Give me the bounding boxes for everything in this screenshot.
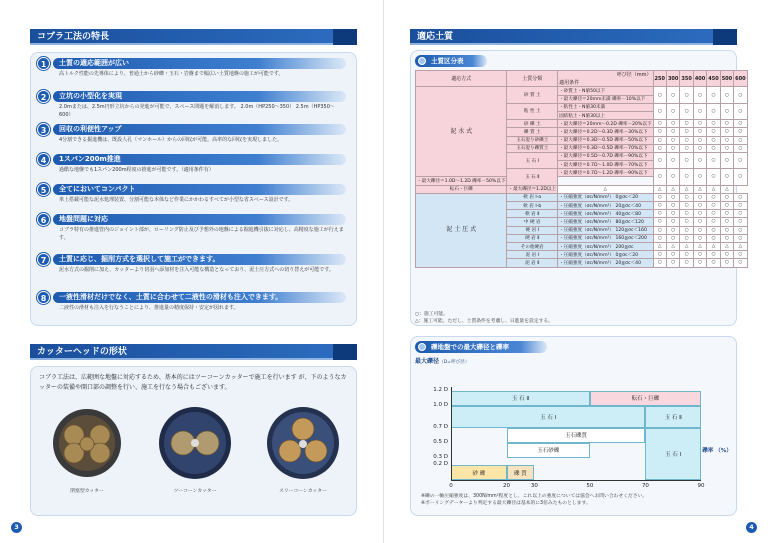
soil-class: 硬 岩 Ⅰ xyxy=(507,226,558,234)
suitability-mark: ○ xyxy=(666,251,679,259)
soil-note-1: ○：施工可能。 xyxy=(415,312,448,317)
soil-condition: ・最大礫径＝1.0D〜1.2D 礫率－50%以下 xyxy=(416,177,507,185)
suitability-mark: ○ xyxy=(653,136,666,144)
soil-table xyxy=(415,70,748,268)
suitability-mark: ○ xyxy=(693,193,706,201)
suitability-mark: ○ xyxy=(734,259,747,267)
suitability-mark: ○ xyxy=(734,210,747,218)
th-diameter: 400 xyxy=(693,71,706,87)
suitability-mark: ○ xyxy=(666,193,679,201)
soil-class: 転石・巨礫 xyxy=(416,185,507,193)
soil-condition: ・最大礫径＝20mm未満 礫率－10%以下 xyxy=(558,95,653,103)
feature-text: 過酷な地盤でも1スパン200m程度の推進が可能です。（適用条件有） xyxy=(59,167,214,173)
soil-class: 砂 質 土 xyxy=(507,87,558,103)
chart-region: 玉 石 Ⅱ xyxy=(451,391,590,406)
suitability-mark: ○ xyxy=(653,202,666,210)
feature-number: 3 xyxy=(37,123,50,136)
suitability-mark: ○ xyxy=(666,144,679,152)
th-method: 適応方式 xyxy=(416,71,507,87)
header-accent xyxy=(333,344,357,360)
suitability-mark: ○ xyxy=(666,136,679,144)
suitability-mark: ○ xyxy=(734,120,747,128)
feature-title: 1スパン200m推進 xyxy=(53,154,346,165)
feature-number: 1 xyxy=(37,57,50,70)
chart-title-text: 礫地盤での最大礫径と礫率 xyxy=(431,343,509,351)
suitability-mark: ○ xyxy=(653,193,666,201)
soil-condition: ・圧縮強度（σc/N/mm²） 0≦σc＜20 xyxy=(558,193,653,201)
th-class: 土質分類 xyxy=(507,71,558,87)
th-diameter: 500 xyxy=(720,71,733,87)
th-diameter: 350 xyxy=(680,71,693,87)
feature-item xyxy=(37,153,350,183)
suitability-mark: ○ xyxy=(680,103,693,119)
chart-panel xyxy=(410,336,737,516)
soil-table-title-text: 土質区分表 xyxy=(431,57,464,65)
soil-class: 泥 岩 Ⅰ xyxy=(507,251,558,259)
suitability-mark: ○ xyxy=(666,210,679,218)
suitability-mark: ○ xyxy=(734,128,747,136)
suitability-mark: ○ xyxy=(693,218,706,226)
suitability-mark: ○ xyxy=(707,120,720,128)
suitability-mark: ○ xyxy=(707,136,720,144)
feature-text: 二液性の滑材も注入を行なうことにより、推進量の精度保持・安定が図れます。 xyxy=(59,305,239,311)
suitability-mark: ○ xyxy=(680,152,693,168)
bullet-icon xyxy=(418,57,426,65)
soil-condition: ・最大礫径＝0.2D〜0.3D 礫率－30%以下 xyxy=(558,128,653,136)
suitability-mark: ○ xyxy=(707,144,720,152)
chart-notes xyxy=(421,493,647,507)
soil-condition: ・圧縮強度（σc/N/mm²） 20≦σc＜40 xyxy=(558,259,653,267)
soil-class: 玉石混り砂礫土 xyxy=(507,136,558,144)
suitability-mark: ○ xyxy=(693,103,706,119)
feature-text: 4分割できる掘進機は、既設人孔（マンホール）からの回収が可能。高率的な回収を実現しました。 xyxy=(59,137,283,143)
right-page xyxy=(384,0,768,543)
soil-class: 粘 性 土 xyxy=(507,103,558,119)
chart-xlabel: 礫率 （%） xyxy=(702,448,732,454)
suitability-mark: ○ xyxy=(693,251,706,259)
chart-region: 玉 石 Ⅰ xyxy=(451,406,645,428)
soil-condition: ・圧縮強度（σc/N/mm²） 200≦σc xyxy=(558,242,653,250)
chart-y-tick: 1.2 D xyxy=(433,386,448,393)
soil-condition: ・最大礫径＝0.3D〜0.5D 礫率－70%以下 xyxy=(558,144,653,152)
group-mud: 泥 水 式 xyxy=(416,87,507,177)
suitability-mark: ○ xyxy=(680,210,693,218)
suitability-mark: ○ xyxy=(680,169,693,185)
two-cone-cutter-photo xyxy=(149,401,241,483)
suitability-mark: ○ xyxy=(720,87,733,103)
suitability-mark: △ xyxy=(720,185,733,193)
feature-item xyxy=(37,291,350,321)
chart-y-axis xyxy=(451,387,452,480)
features-panel xyxy=(30,52,357,326)
th-dia: 呼び径（mm） xyxy=(558,71,653,79)
soil-class: 玉 石 Ⅱ xyxy=(507,169,558,185)
suitability-mark: ○ xyxy=(720,259,733,267)
chart-ylabel-note: （D=呼び径） xyxy=(439,360,470,365)
feature-title: 立坑の小型化を実現 xyxy=(53,91,346,102)
suitability-mark: ○ xyxy=(707,202,720,210)
chart-y-tick: 0.5 D xyxy=(433,438,448,445)
soil-notes xyxy=(415,311,553,325)
feature-number: 7 xyxy=(37,253,50,266)
suitability-mark: △ xyxy=(720,242,733,250)
th-cond: 適用条件 xyxy=(558,79,653,87)
suitability-mark: ○ xyxy=(734,234,747,242)
soil-class: 玉石混り礫質土 xyxy=(507,144,558,152)
suitability-mark: ○ xyxy=(680,193,693,201)
suitability-mark: ○ xyxy=(720,144,733,152)
suitability-mark: ○ xyxy=(653,128,666,136)
suitability-mark: ○ xyxy=(693,128,706,136)
suitability-mark: ○ xyxy=(734,103,747,119)
feature-item xyxy=(37,183,350,213)
suitability-mark: ○ xyxy=(693,259,706,267)
suitability-mark: ○ xyxy=(653,226,666,234)
chart-x-tick: 30 xyxy=(530,483,538,489)
suitability-mark: △ xyxy=(666,185,679,193)
suitability-mark: ○ xyxy=(693,202,706,210)
feature-text: 車上搭載可能な泥水処理装置、分割可能な本体など作業にかかわるすべてが小型な省スペース設計です。 xyxy=(59,197,294,203)
suitability-mark: ○ xyxy=(707,226,720,234)
feature-item xyxy=(37,213,350,243)
soil-condition: ・圧縮強度（σc/N/mm²） 20≦σc＜40 xyxy=(558,202,653,210)
suitability-mark: ○ xyxy=(734,202,747,210)
suitability-mark: ○ xyxy=(680,87,693,103)
soil-condition: ・粘性土・N値30未満 xyxy=(558,103,653,111)
suitability-mark: ○ xyxy=(680,234,693,242)
suitability-mark: △ xyxy=(558,185,653,193)
suitability-mark: ○ xyxy=(707,87,720,103)
feature-text: 高トルク性能の先導体により、普通土から砂礫・玉石・岩盤まで幅広い土質地盤の施工が可能です。 xyxy=(59,71,284,77)
soil-class: 軟 岩 Ⅰ-b xyxy=(507,202,558,210)
cutter-section-header xyxy=(30,344,357,360)
suitability-mark: ○ xyxy=(653,218,666,226)
suitability-mark: ○ xyxy=(653,210,666,218)
cutter-panel xyxy=(30,366,357,516)
suitability-mark: ○ xyxy=(734,226,747,234)
soil-class: 軟 岩 Ⅰ-a xyxy=(507,193,558,201)
suitability-mark: ○ xyxy=(666,152,679,168)
soil-class: その他硬岩 xyxy=(507,242,558,250)
suitability-mark: △ xyxy=(680,185,693,193)
feature-text: 泥水方式の掘削に加え、カッターより切羽へ添加材を注入可能な構造となっており、泥土圧方式への切り替えが可能です。 xyxy=(59,267,334,273)
suitability-mark: ○ xyxy=(720,120,733,128)
suitability-mark: ○ xyxy=(734,251,747,259)
soil-condition: ・圧縮強度（σc/N/mm²） 80≦σc＜120 xyxy=(558,218,653,226)
chart-ylabel: 最大礫径 xyxy=(415,358,440,365)
suitability-mark: ○ xyxy=(653,144,666,152)
feature-title: 土質の適応範囲が広い xyxy=(53,58,346,69)
feature-title: 全てにおいてコンパクト xyxy=(53,184,346,195)
suitability-mark: ○ xyxy=(693,136,706,144)
suitability-mark: ○ xyxy=(680,259,693,267)
soil-condition: 固結粘土・N値30以上 xyxy=(558,111,653,119)
suitability-mark: ○ xyxy=(653,103,666,119)
suitability-mark: ○ xyxy=(680,144,693,152)
suitability-mark: ○ xyxy=(666,128,679,136)
suitability-mark: ○ xyxy=(666,234,679,242)
chart-y-tick: 1.0 D xyxy=(433,401,448,408)
chart-y-tick: 0.7 D xyxy=(433,423,448,430)
suitability-mark: ○ xyxy=(707,103,720,119)
soil-class: 中 硬 岩 xyxy=(507,218,558,226)
soil-note-2: △：施工可能。ただし、土質条件を考慮し、日進量を設定する。 xyxy=(415,319,554,324)
suitability-mark: ○ xyxy=(720,234,733,242)
two-cone-cutter-caption: ツーコーンカッター xyxy=(173,489,217,494)
suitability-mark: ○ xyxy=(734,169,747,185)
soil-condition: ・最大礫径＝1.2D以上 xyxy=(507,185,558,193)
suitability-mark: ○ xyxy=(720,169,733,185)
suitability-mark: ○ xyxy=(680,226,693,234)
header-accent xyxy=(333,29,357,45)
suitability-mark: ○ xyxy=(720,202,733,210)
soil-condition: ・圧縮強度（σc/N/mm²） 120≦σc＜160 xyxy=(558,226,653,234)
suitability-mark: ○ xyxy=(693,210,706,218)
suitability-mark: ○ xyxy=(693,152,706,168)
suitability-mark: △ xyxy=(680,242,693,250)
chart-y-tick: 0.3 D xyxy=(433,453,448,460)
suitability-mark: ○ xyxy=(720,128,733,136)
chart-x-tick: 70 xyxy=(641,483,649,489)
chart-note-1: ※礫の一軸圧縮強度は、300N/mm²程度とし、これ以上の強度については協会へお問い合わせください。 xyxy=(421,494,648,499)
feature-number: 2 xyxy=(37,90,50,103)
chart-note-2: ※ボーリングデーターより判定する最大礫径は基本的に3倍みたものとします。 xyxy=(421,501,591,506)
chart-region: 礫 質 xyxy=(507,465,535,480)
soil-class: 軟 岩 Ⅱ xyxy=(507,210,558,218)
page-number-left: 3 xyxy=(11,522,22,533)
suitability-mark: ○ xyxy=(680,120,693,128)
suitability-mark: ○ xyxy=(653,234,666,242)
suitability-mark: ○ xyxy=(653,87,666,103)
suitability-mark: △ xyxy=(653,242,666,250)
suitability-mark: ○ xyxy=(693,226,706,234)
suitability-mark: ○ xyxy=(734,87,747,103)
soil-section-header xyxy=(410,29,737,45)
suitability-mark: ○ xyxy=(734,152,747,168)
suitability-mark: ○ xyxy=(680,218,693,226)
suitability-mark: ○ xyxy=(693,120,706,128)
th-diameter: 600 xyxy=(734,71,747,87)
soil-class: 玉 石 Ⅰ xyxy=(507,152,558,168)
suitability-mark: ○ xyxy=(693,144,706,152)
feature-item xyxy=(37,253,350,283)
feature-number: 4 xyxy=(37,153,50,166)
feature-item xyxy=(37,57,350,87)
suitability-mark: ○ xyxy=(720,251,733,259)
suitability-mark: ○ xyxy=(720,136,733,144)
soil-class: 泥 岩 Ⅱ xyxy=(507,259,558,267)
feature-title: 回収の利便性アップ xyxy=(53,124,346,135)
suitability-mark: ○ xyxy=(680,128,693,136)
suitability-mark: ○ xyxy=(680,202,693,210)
chart-y-tick: 0.2 D xyxy=(433,461,448,468)
suitability-mark: ○ xyxy=(734,144,747,152)
feature-number: 6 xyxy=(37,213,50,226)
chart-region: 玉石礫質 xyxy=(507,428,646,443)
soil-class: 礫 質 土 xyxy=(507,128,558,136)
suitability-mark: ○ xyxy=(720,226,733,234)
suitability-mark: ○ xyxy=(707,169,720,185)
suitability-mark: ○ xyxy=(680,251,693,259)
suitability-mark: ○ xyxy=(653,169,666,185)
suitability-mark: ○ xyxy=(653,251,666,259)
suitability-mark: ○ xyxy=(666,202,679,210)
cutter-section-title: カッターヘッドの形状 xyxy=(37,347,127,357)
suitability-mark: ○ xyxy=(734,193,747,201)
three-cone-cutter-photo xyxy=(257,401,349,483)
suitability-mark: ○ xyxy=(666,120,679,128)
chart-region: 玉 石 Ⅱ xyxy=(645,406,701,428)
suitability-mark: ○ xyxy=(707,259,720,267)
chart-x-tick: 50 xyxy=(586,483,594,489)
suitability-mark: ○ xyxy=(734,136,747,144)
soil-condition: ・圧縮強度（σc/N/mm²） 160≦σc＜200 xyxy=(558,234,653,242)
suitability-mark: △ xyxy=(693,242,706,250)
feature-text: コブラ特有の推進管内のジョイント部が、ローリング防止及び予想外の地盤による掘進機引抜に対応し、高精度な施工が行えます。 xyxy=(59,227,344,241)
chart-region: 玉石砂礫 xyxy=(507,443,590,458)
suitability-mark: ○ xyxy=(720,218,733,226)
chart-x-tick: 0 xyxy=(449,483,453,489)
closed-cutter-caption: 閉塞型カッター xyxy=(70,489,104,494)
suitability-mark: ○ xyxy=(707,251,720,259)
soil-condition: ・砂質土・N値50以下 xyxy=(558,87,653,95)
suitability-mark: ○ xyxy=(666,226,679,234)
soil-panel xyxy=(410,50,746,326)
chart-region: 砂 礫 xyxy=(451,465,507,480)
suitability-mark: △ xyxy=(666,242,679,250)
suitability-mark: ○ xyxy=(707,210,720,218)
suitability-mark: ○ xyxy=(707,128,720,136)
soil-condition: ・最大礫径＝20mm〜0.2D 礫率－20%以下 xyxy=(558,120,653,128)
suitability-mark: ○ xyxy=(707,218,720,226)
suitability-mark: ○ xyxy=(666,218,679,226)
suitability-mark: ○ xyxy=(707,152,720,168)
feature-title: 地盤問題に対応 xyxy=(53,214,346,225)
chart-area xyxy=(411,337,738,517)
suitability-mark: ○ xyxy=(720,193,733,201)
suitability-mark: ○ xyxy=(666,87,679,103)
soil-class: 硬 岩 Ⅱ xyxy=(507,234,558,242)
suitability-mark: △ xyxy=(693,185,706,193)
soil-condition: ・最大礫径＝0.5D〜0.7D 礫率－90%以下 xyxy=(558,152,653,160)
suitability-mark: ○ xyxy=(693,169,706,185)
suitability-mark: ○ xyxy=(693,234,706,242)
th-diameter: 300 xyxy=(666,71,679,87)
feature-text: 2.0mまたは、2.5m円形立坑からの発進が可能で、スペース問題を解消します。 2.0m（HP250〜350） 2.5m（HP350〜600） xyxy=(59,104,335,118)
suitability-mark: ○ xyxy=(707,193,720,201)
soil-condition: ・最大礫径＝0.7D〜1.2D 礫率－90%以下 xyxy=(558,169,653,177)
th-diameter: 250 xyxy=(653,71,666,87)
soil-condition: ・圧縮強度（σc/N/mm²） 40≦σc＜80 xyxy=(558,210,653,218)
feature-title: 土質に応じ、掘削方式を選択して施工ができます。 xyxy=(53,254,346,265)
closed-cutter-photo xyxy=(41,401,133,483)
soil-class: 砂 礫 土 xyxy=(507,120,558,128)
suitability-mark: ○ xyxy=(693,87,706,103)
suitability-mark: ○ xyxy=(666,169,679,185)
three-cone-cutter-caption: スリーコーンカッター xyxy=(279,489,327,494)
soil-table-title xyxy=(415,55,487,67)
suitability-mark: ○ xyxy=(734,218,747,226)
th-diameter: 450 xyxy=(707,71,720,87)
soil-condition: ・圧縮強度（σc/N/mm²） 0≦σc＜20 xyxy=(558,251,653,259)
chart-region: 玉 石 Ⅰ xyxy=(645,428,701,480)
suitability-mark: ○ xyxy=(653,120,666,128)
cutter-intro: コブラ工法は、広範囲な地盤に対応するため、基本的にはツーコーンカッターで施工を行います が、下のようなカッターの装備や開口部の調整を行い、施工を行なう場合もございます。 xyxy=(39,374,347,391)
suitability-mark: ○ xyxy=(653,152,666,168)
suitability-mark: ○ xyxy=(680,136,693,144)
chart-region: 転石・巨礫 xyxy=(590,391,701,406)
suitability-mark: △ xyxy=(707,185,720,193)
suitability-mark: △ xyxy=(734,242,747,250)
feature-item xyxy=(37,123,350,153)
header-accent xyxy=(713,29,737,45)
page-number-right: 4 xyxy=(746,522,757,533)
soil-condition: ・最大礫径＝0.3D〜0.5D 礫率－50%以下 xyxy=(558,136,653,144)
chart-x-axis xyxy=(451,480,701,481)
suitability-mark: △ xyxy=(653,185,666,193)
suitability-mark: ○ xyxy=(720,103,733,119)
suitability-mark: ○ xyxy=(666,259,679,267)
feature-number: 8 xyxy=(37,291,50,304)
group-soil: 泥 土 圧 式 xyxy=(416,193,507,267)
suitability-mark: ○ xyxy=(653,259,666,267)
features-section-title: コブラ工法の特長 xyxy=(37,32,110,42)
suitability-mark: ○ xyxy=(666,103,679,119)
feature-title: 一液性滑材だけでなく、土質に合わせて二液性の滑材も注入できます。 xyxy=(53,292,346,303)
suitability-mark: ○ xyxy=(720,210,733,218)
soil-section-title: 適応土質 xyxy=(417,32,454,42)
features-section-header xyxy=(30,29,357,45)
suitability-mark: △ xyxy=(707,242,720,250)
chart-x-tick: 90 xyxy=(697,483,705,489)
feature-number: 5 xyxy=(37,183,50,196)
feature-item xyxy=(37,90,350,120)
suitability-mark: ○ xyxy=(720,152,733,168)
soil-condition: ・最大礫径＝0.7D〜1.0D 礫率－70%以下 xyxy=(558,161,653,169)
chart-x-tick: 20 xyxy=(503,483,511,489)
suitability-mark: ○ xyxy=(707,234,720,242)
